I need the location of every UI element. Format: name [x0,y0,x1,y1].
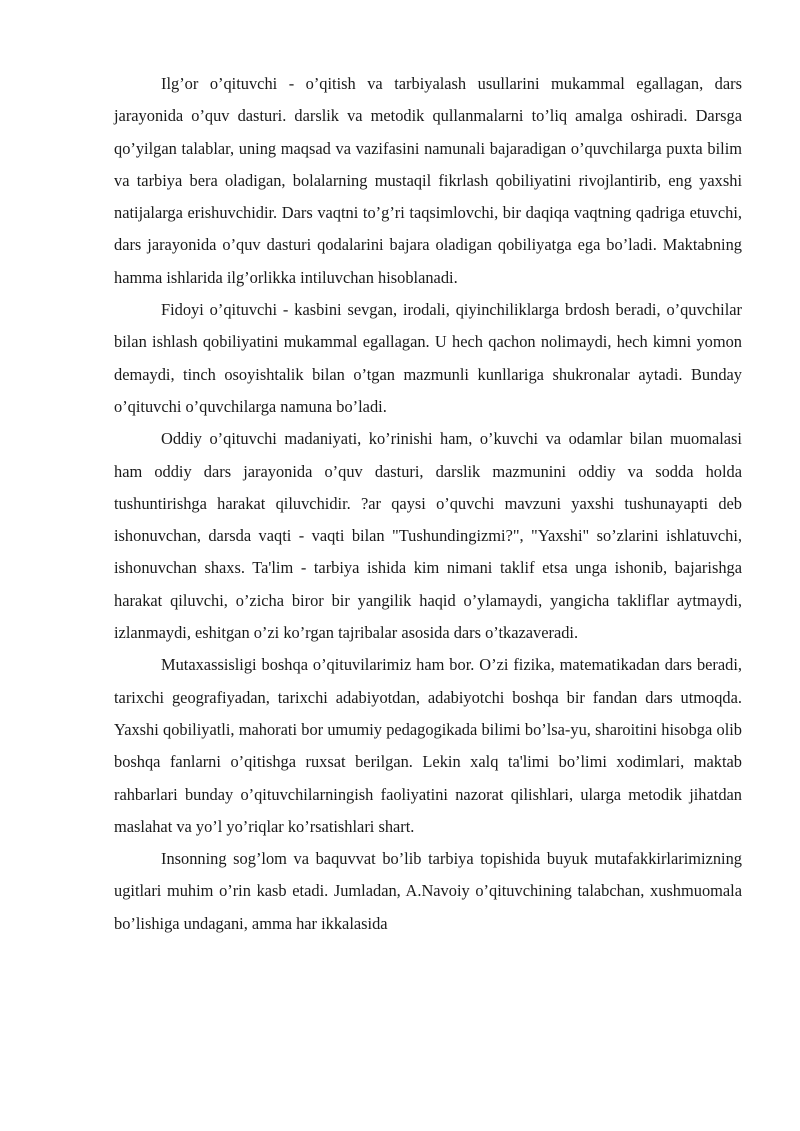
document-page [114,68,742,940]
paragraph-advanced-teacher: Ilg’or o’qituvchi - o’qitish va tarbiyalash usullarini mukammal egallagan, dars jarayonida o’quv dasturi. darslik va metodik qullanmalarni to’liq amalga oshiradi. Darsga qo’yilgan talablar, uning maqsad va vazifasini namunali bajaradigan o’quvchilarga puxta bilim va tarbiya bera oladigan, bolalarning mustaqil fikrlash qobiliyatini rivojlantirib, eng yaxshi natijalarga erishuvchidir. Dars vaqtni to’g’ri taqsimlovchi, bir daqiqa vaqtning qadriga etuvchi, dars jarayonida o’quv dasturi qodalarini bajara oladigan qobiliyatga ega bo’ladi. Maktabning hamma ishlarida ilg’orlikka intiluvchan hisoblanadi. [114,74,742,287]
paragraph-great-thinkers: Insonning sog’lom va baquvvat bo’lib tarbiya topishida buyuk mutafakkirlarimizning ugitlari muhim o’rin kasb etadi. Jumladan, A.Navoiy o’qituvchining talabchan, xushmuomala bo’lishiga undagani, amma har ikkalasida [114,849,742,933]
paragraph-devoted-teacher: Fidoyi o’qituvchi - kasbini sevgan, irodali, qiyinchiliklarga brdosh beradi, o’quvchilar bilan ishlash qobiliyatini mukammal egallagan. U hech qachon nolimaydi, hech kimni yomon demaydi, tinch osoyishtalik bilan o’tgan mazmunli kunllariga shukronalar aytadi. Bunday o’qituvchi o’quvchilarga namuna bo’ladi. [114,300,742,416]
paragraph-ordinary-teacher: Oddiy o’qituvchi madaniyati, ko’rinishi ham, o’kuvchi va odamlar bilan muomalasi ham oddiy dars jarayonida o’quv dasturi, darslik mazmunini oddiy va sodda holda tushuntirishga harakat qiluvchidir. ?ar qaysi o’quvchi mavzuni yaxshi tushunayapti deb ishonuvchan, darsda vaqti - vaqti bilan "Tushundingizmi?", "Yaxshi" so’zlarini ishlatuvchi, ishonuvchan shaxs. Ta'lim - tarbiya ishida kim nimani taklif etsa unga ishonib, bajarishga harakat qiluvchi, o’zicha biror bir yangilik haqid o’ylamaydi, yangicha takliflar aytmaydi, izlanmaydi, eshitgan o’zi ko’rgan tajribalar asosida dars o’tkazaveradi. [114,429,742,643]
paragraph-other-specialty-teachers: Mutaxassisligi boshqa o’qituvilarimiz ham bor. O’zi fizika, matematikadan dars beradi, tarixchi geografiyadan, tarixchi adabiyotdan, adabiyotchi boshqa bir fandan dars utmoqda. Yaxshi qobiliyatli, mahorati bor umumiy pedagogikada bilimi bo’lsa-yu, sharoitini hisobga olib boshqa fanlarni o’qitishga ruxsat berilgan. Lekin xalq ta'limi bo’limi xodimlari, maktab rahbarlari bunday o’qituvchilarningish faoliyatini nazorat qilishlari, ularga metodik jihatdan maslahat va yo’l yo’riqlar ko’rsatishlari shart. [114,655,742,836]
